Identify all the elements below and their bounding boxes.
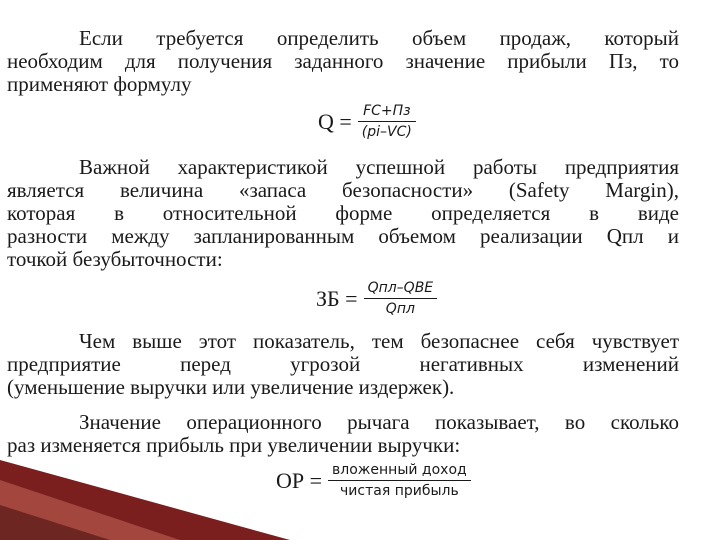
formula-q (318, 103, 416, 140)
fraction-bar (358, 121, 416, 122)
paragraph-3-line-3: (уменьшение выручки или увеличение издержек). (7, 375, 455, 399)
paragraph-2-line-5: точкой безубыточности: (7, 247, 223, 271)
formula-op-numerator: вложенный доход (332, 462, 467, 478)
formula-zb (316, 280, 437, 317)
paragraph-4-line-1: Значение операционного рычага показывает, во сколько (79, 410, 679, 434)
paragraph-3-line-2: предприятие перед угрозой негативных изменений (7, 352, 679, 376)
fraction-bar (364, 298, 438, 299)
paragraph-3-line-1: Чем выше этот показатель, тем безопаснее себя чувствует (79, 329, 679, 353)
paragraph-2-line-2: является величина «запаса безопасности» (Safety Margin), (7, 178, 679, 202)
formula-zb-lhs: ЗБ = (316, 285, 358, 311)
paragraph-2 (7, 155, 679, 271)
formula-zb-denominator: Qпл (385, 301, 415, 317)
formula-op (276, 462, 471, 499)
paragraph-2-line-1: Важной характеристикой успешной работы предприятия (79, 155, 679, 179)
paragraph-1-line-3: применяют формулу (7, 72, 192, 96)
paragraph-1-line-2: необходим для получения заданного значение прибыли Пз, то (7, 49, 679, 73)
fraction-bar (328, 480, 471, 481)
formula-q-fraction (358, 103, 416, 140)
formula-op-denominator: чистая прибыль (340, 483, 459, 499)
formula-q-denominator: (pi–VC) (361, 124, 412, 140)
formula-op-lhs: ОР = (276, 467, 323, 493)
formula-zb-numerator: Qпл–QBE (367, 280, 434, 296)
formula-q-lhs: Q = (318, 108, 352, 134)
paragraph-2-line-4: разности между запланированным объемом реализации Qпл и (7, 224, 679, 248)
paragraph-3 (7, 329, 679, 399)
formula-q-numerator: FC+Пз (363, 103, 411, 119)
paragraph-4-line-2: раз изменяется прибыль при увеличении выручки: (7, 433, 461, 457)
paragraph-2-line-3: которая в относительной форме определяется в виде (7, 201, 679, 225)
decorative-corner-wedge (0, 450, 290, 540)
formula-op-fraction (328, 462, 471, 499)
paragraph-1-line-1: Если требуется определить объем продаж, который (79, 26, 679, 50)
paragraph-1 (7, 26, 679, 96)
formula-zb-fraction (364, 280, 438, 317)
